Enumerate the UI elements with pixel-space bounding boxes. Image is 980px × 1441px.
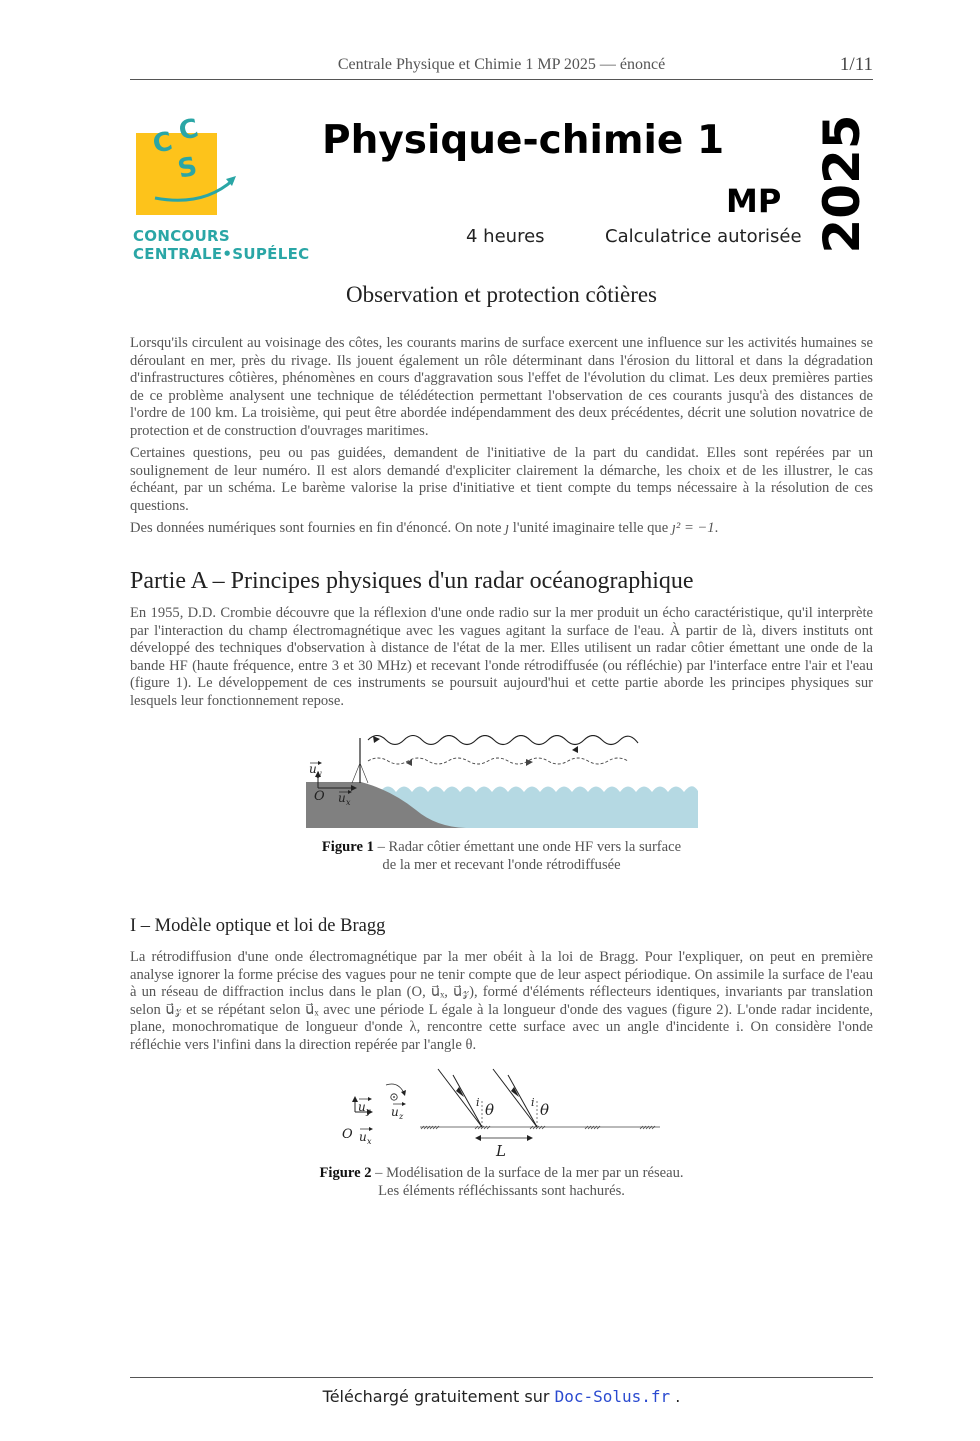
part-a-heading: Partie A – Principes physiques d'un radar océanographique (130, 568, 694, 594)
logo-text: CONCOURS CENTRALE•SUPÉLEC (133, 227, 310, 263)
section-1-heading: I – Modèle optique et loi de Bragg (130, 916, 386, 936)
fig1-origin-label: O (314, 789, 325, 804)
intro-p3-after: . (714, 520, 719, 536)
figure-2-caption-line-1: – Modélisation de la surface de la mer par un réseau. (375, 1165, 684, 1181)
intro-paragraph-2: Certaines questions, peu ou pas guidées, demandent de l'initiative de la part du candidat. Elles sont repérées par un soulignement de leur numéro. Il est alors demandé d'expliciter clairement la démarche, les choix et de les illustrer, le cas échéant, par un schéma. Le barème valorise la prise d'initiative et tient compte du temps nécessaire à la résolution de ces questions. (130, 445, 873, 514)
reflective-elements (421, 1126, 655, 1129)
fig2-uz-label: u (391, 1105, 399, 1119)
fig2-period-label: L (496, 1142, 506, 1160)
exam-year-box (798, 114, 888, 254)
fig2-uz-sub: z (399, 1112, 404, 1121)
fig1-uy-label: u (309, 762, 317, 776)
fig2-incidence-angle-2: i (531, 1096, 535, 1109)
imaginary-unit-symbol: ȷ (505, 520, 510, 536)
coastal-radar-diagram (306, 735, 698, 830)
fig1-ux-sub: x (346, 798, 351, 807)
fig2-origin-label: O (342, 1127, 353, 1142)
figure-1-caption-line-1: – Radar côtier émettant une onde HF vers la surface (377, 839, 682, 855)
part-a-paragraph-1: En 1955, D.D. Crombie découvre que la réflexion d'une onde radio sur la mer produit un écho caractéristique, qu'il interprète par l'interaction du champ électromagnétique avec les vagues agitant la surface de l'eau. À partir de là, divers instituts ont développé des techniques d'observation à distance de l'état de la mer. Elles utilisent un radar côtier émettant une onde de la bande HF (haute fréquence, entre 3 et 30 MHz) et recevant l'onde rétrodiffusée (ou réfléchie) par l'interface entre l'air et l'eau (figure 1). Le développement de ces instruments se poursuit aujourd'hui et cette partie aborde les principes physiques sur lesquels leur fonctionnement repose. (130, 605, 873, 709)
svg-text:C: C (176, 115, 202, 147)
grating-model-diagram (338, 1065, 663, 1160)
figure-2-label: Figure 2 (319, 1165, 372, 1181)
fig1-ux-label: u (338, 791, 346, 805)
subject-title: Observation et protection côtières (345, 282, 658, 307)
running-header (130, 55, 873, 80)
figure-1-label: Figure 1 (321, 839, 374, 855)
ccs-logo-icon (133, 115, 333, 225)
intro-p3-before: Des données numériques sont fournies en fin d'énoncé. On note (130, 520, 506, 536)
fig2-theta-1: θ (485, 1101, 495, 1119)
exam-track: MP (726, 182, 782, 220)
section-1-paragraph-1: La rétrodiffusion d'une onde électromagnétique par la mer obéit à la loi de Bragg. Pour l'expliquer, on peut en première analyse ignorer la forme précise des vagues pour ne tenir compte que de leur aspect périodique. On assimile la surface de l'eau à un réseau de diffraction inclus dans le plan (O, u⃗ₓ, u⃗𝓏), formé d'éléments réflecteurs identiques, invariants par translation selon u⃗𝓏 et se répétant selon u⃗ₓ avec une période L égale à la longueur d'onde des vagues (figure 2). L'onde radar incidente, plane, monochromatique de longueur d'onde λ, rencontre cette surface avec un angle d'incidente i. On considère l'onde réfléchie vers l'infini dans la direction repérée par l'angle θ. (130, 949, 873, 1053)
figure-1 (306, 735, 698, 830)
svg-text:C: C (150, 126, 176, 160)
exam-title: Physique-chimie 1 (322, 118, 725, 163)
footer-suffix: . (670, 1387, 681, 1406)
figure-2-caption (250, 1165, 753, 1200)
exam-year: 2025 (813, 114, 871, 254)
fig2-uy-sub: y (366, 1107, 371, 1116)
intro-p3-mid: l'unité imaginaire telle que (509, 520, 672, 536)
figure-1-caption (250, 839, 753, 874)
fig1-uy-sub: y (317, 769, 322, 778)
doc-solus-link[interactable]: Doc-Solus.fr (554, 1387, 671, 1406)
emitted-wave (368, 736, 638, 745)
figure-2-caption-line-2: Les éléments réfléchissants sont hachurés. (378, 1182, 625, 1199)
svg-text:S: S (175, 151, 200, 185)
footer-prefix: Téléchargé gratuitement sur (322, 1387, 555, 1406)
calculator-policy: Calculatrice autorisée (605, 226, 802, 247)
figure-2 (338, 1065, 663, 1160)
running-header-title: Centrale Physique et Chimie 1 MP 2025 — énoncé (337, 56, 666, 73)
fig2-ux-label: u (359, 1130, 367, 1144)
figure-1-caption-line-2: de la mer et recevant l'onde rétrodiffusée (382, 856, 621, 873)
footer-rule (130, 1377, 873, 1378)
imaginary-unit-equation: ȷ² = −1 (671, 520, 715, 536)
fig2-incidence-angle-1: i (476, 1096, 480, 1109)
footer (130, 1387, 873, 1406)
intro-paragraph-1: Lorsqu'ils circulent au voisinage des côtes, les courants marins de surface exercent une influence sur les activités humaines se déroulant en mer, près du rivage. Ils jouent également un rôle déterminant dans l'érosion du littoral et dans la dégradation d'infrastructures côtières, phénomènes en cours d'aggravation sous l'effet de l'évolution du climat. Les deux premières parties de ce problème analysent une technique de télédétection permettant l'observation de ces courants jusqu'à des distances de l'ordre de 100 km. La troisième, qui peut être abordée indépendamment des deux précédentes, décrit une solution novatrice de protection et de construction d'ouvrages maritimes. (130, 335, 873, 439)
page-number: 1/11 (839, 54, 873, 75)
concours-logo (133, 115, 333, 263)
fig2-ux-sub: x (367, 1137, 372, 1146)
exam-duration: 4 heures (466, 226, 545, 247)
fig2-uy-label: u (358, 1100, 366, 1114)
intro-paragraph-3 (130, 520, 873, 538)
fig2-theta-2: θ (540, 1101, 550, 1119)
